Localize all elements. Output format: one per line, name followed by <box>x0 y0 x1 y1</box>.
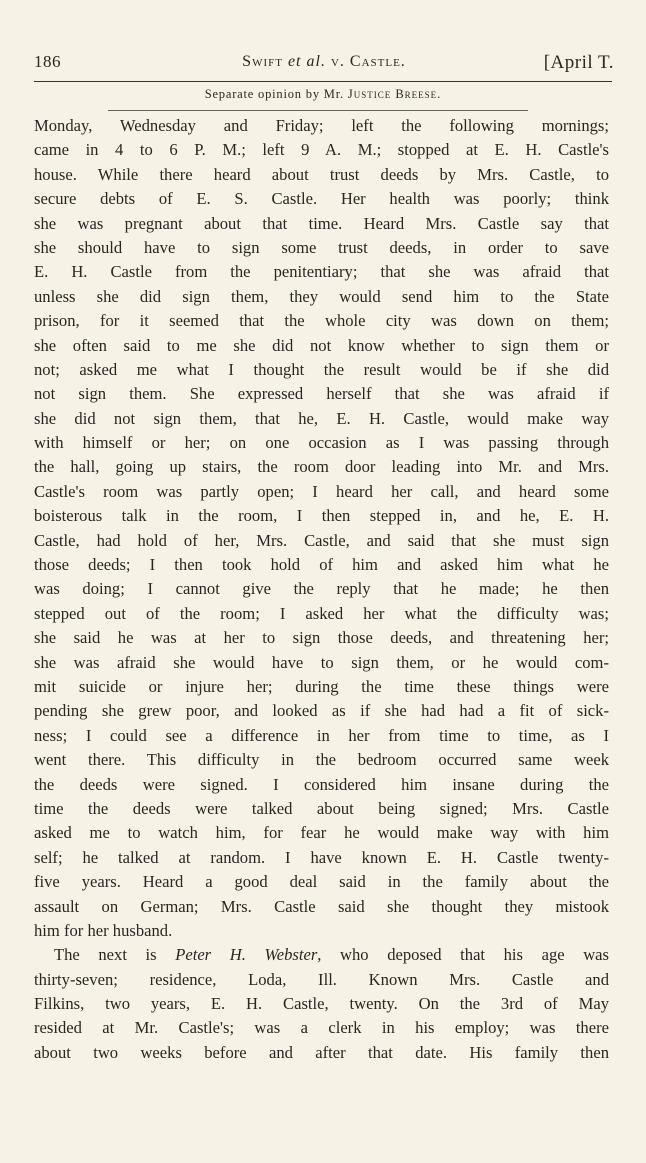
text-line: five years. Heard a good deal said in the family about the <box>34 872 609 892</box>
opinion-subheading <box>34 87 612 102</box>
text-line: boisterous talk in the room, I then stepped in, and he, E. H. <box>34 506 609 526</box>
text-line: him for her husband. <box>34 920 173 940</box>
text-line: self; he talked at random. I have known E. H. Castle twenty- <box>34 847 609 867</box>
text-line: assault on German; Mrs. Castle said she thought they mistook <box>34 896 609 916</box>
case-title-left: Swift <box>242 53 288 70</box>
case-title <box>34 53 614 71</box>
paragraph-testimony <box>34 114 609 943</box>
text-line: not sign them. She expressed herself that she was afraid if <box>34 384 609 404</box>
text-line: with himself or her; on one occasion as I was passing through <box>34 433 609 453</box>
text-line: pending she grew poor, and looked as if she had had a fit of sick- <box>34 701 609 721</box>
text-line: secure debts of E. S. Castle. Her health was poorly; think <box>34 189 609 209</box>
text-line: those deeds; I then took hold of him and asked him what he <box>34 555 609 575</box>
case-title-italic: et al. <box>287 53 326 70</box>
running-head <box>34 48 614 80</box>
text-line: resided at Mr. Castle's; was a clerk in his employ; was there <box>34 1018 609 1038</box>
line-start: The next is <box>54 945 176 965</box>
text-line: prison, for it seemed that the whole city was down on them; <box>34 311 609 331</box>
page-number: 186 <box>34 52 61 71</box>
text-line: was doing; I cannot give the reply that he made; he then <box>34 579 609 599</box>
text-line: Castle's room was partly open; I heard her call, and heard some <box>34 481 609 501</box>
header-rule <box>34 81 612 82</box>
text-line: stepped out of the room; I asked her what the difficulty was; <box>34 603 609 623</box>
text-line: came in 4 to 6 P. M.; left 9 A. M.; stopped at E. H. Castle's <box>34 140 609 160</box>
text-line: mit suicide or injure her; during the time these things were <box>34 676 609 696</box>
text-line: E. H. Castle from the penitentiary; that she was afraid that <box>34 262 609 282</box>
text-line: Castle, had hold of her, Mrs. Castle, and said that she must sign <box>34 530 609 550</box>
text-line: the deeds were signed. I considered him insane during the <box>34 774 609 794</box>
text-line: about two weeks before and after that date. His family then <box>34 1042 609 1062</box>
witness-name: Peter H. Webster <box>175 945 318 965</box>
subheading-justice-name: Justice Breese. <box>347 87 442 101</box>
text-line: the hall, going up stairs, the room door leading into Mr. and Mrs. <box>34 457 609 477</box>
text-line: she was pregnant about that time. Heard Mrs. Castle say that <box>34 213 609 233</box>
text-line: Filkins, two years, E. H. Castle, twenty. On the 3rd of May <box>34 994 609 1014</box>
body-text <box>34 114 609 1065</box>
line-end: , who deposed that his age was <box>317 945 609 965</box>
text-line: she was afraid she would have to sign them, or he would com- <box>34 652 609 672</box>
text-line: not; asked me what I thought the result would be if she did <box>34 359 609 379</box>
text-line <box>34 943 609 967</box>
text-line: time the deeds were talked about being signed; Mrs. Castle <box>34 798 609 818</box>
text-line: ness; I could see a difference in her from time to time, as I <box>34 725 609 745</box>
text-line: asked me to watch him, for fear he would make way with him <box>34 823 609 843</box>
subheading-rule <box>108 110 528 111</box>
text-line: she said he was at her to sign those deeds, and threatening her; <box>34 628 609 648</box>
text-line: thirty-seven; residence, Loda, Ill. Known Mrs. Castle and <box>34 969 609 989</box>
text-line: she did not sign them, that he, E. H. Castle, would make way <box>34 408 609 428</box>
text-line: unless she did sign them, they would send him to the State <box>34 286 609 306</box>
term-label: [April T. <box>543 52 614 73</box>
text-line: she often said to me she did not know whether to sign them or <box>34 335 609 355</box>
text-line: Monday, Wednesday and Friday; left the following mornings; <box>34 116 609 135</box>
case-title-right: Castle. <box>349 53 406 70</box>
paragraph-next-witness <box>34 943 609 1065</box>
text-line: house. While there heard about trust deeds by Mrs. Castle, to <box>34 164 609 184</box>
text-line: she should have to sign some trust deeds, in order to save <box>34 237 609 257</box>
subheading-prefix: Separate opinion by Mr. <box>204 87 348 101</box>
text-line: went there. This difficulty in the bedroom occurred same week <box>34 750 609 770</box>
case-title-mid: v. <box>325 53 350 70</box>
